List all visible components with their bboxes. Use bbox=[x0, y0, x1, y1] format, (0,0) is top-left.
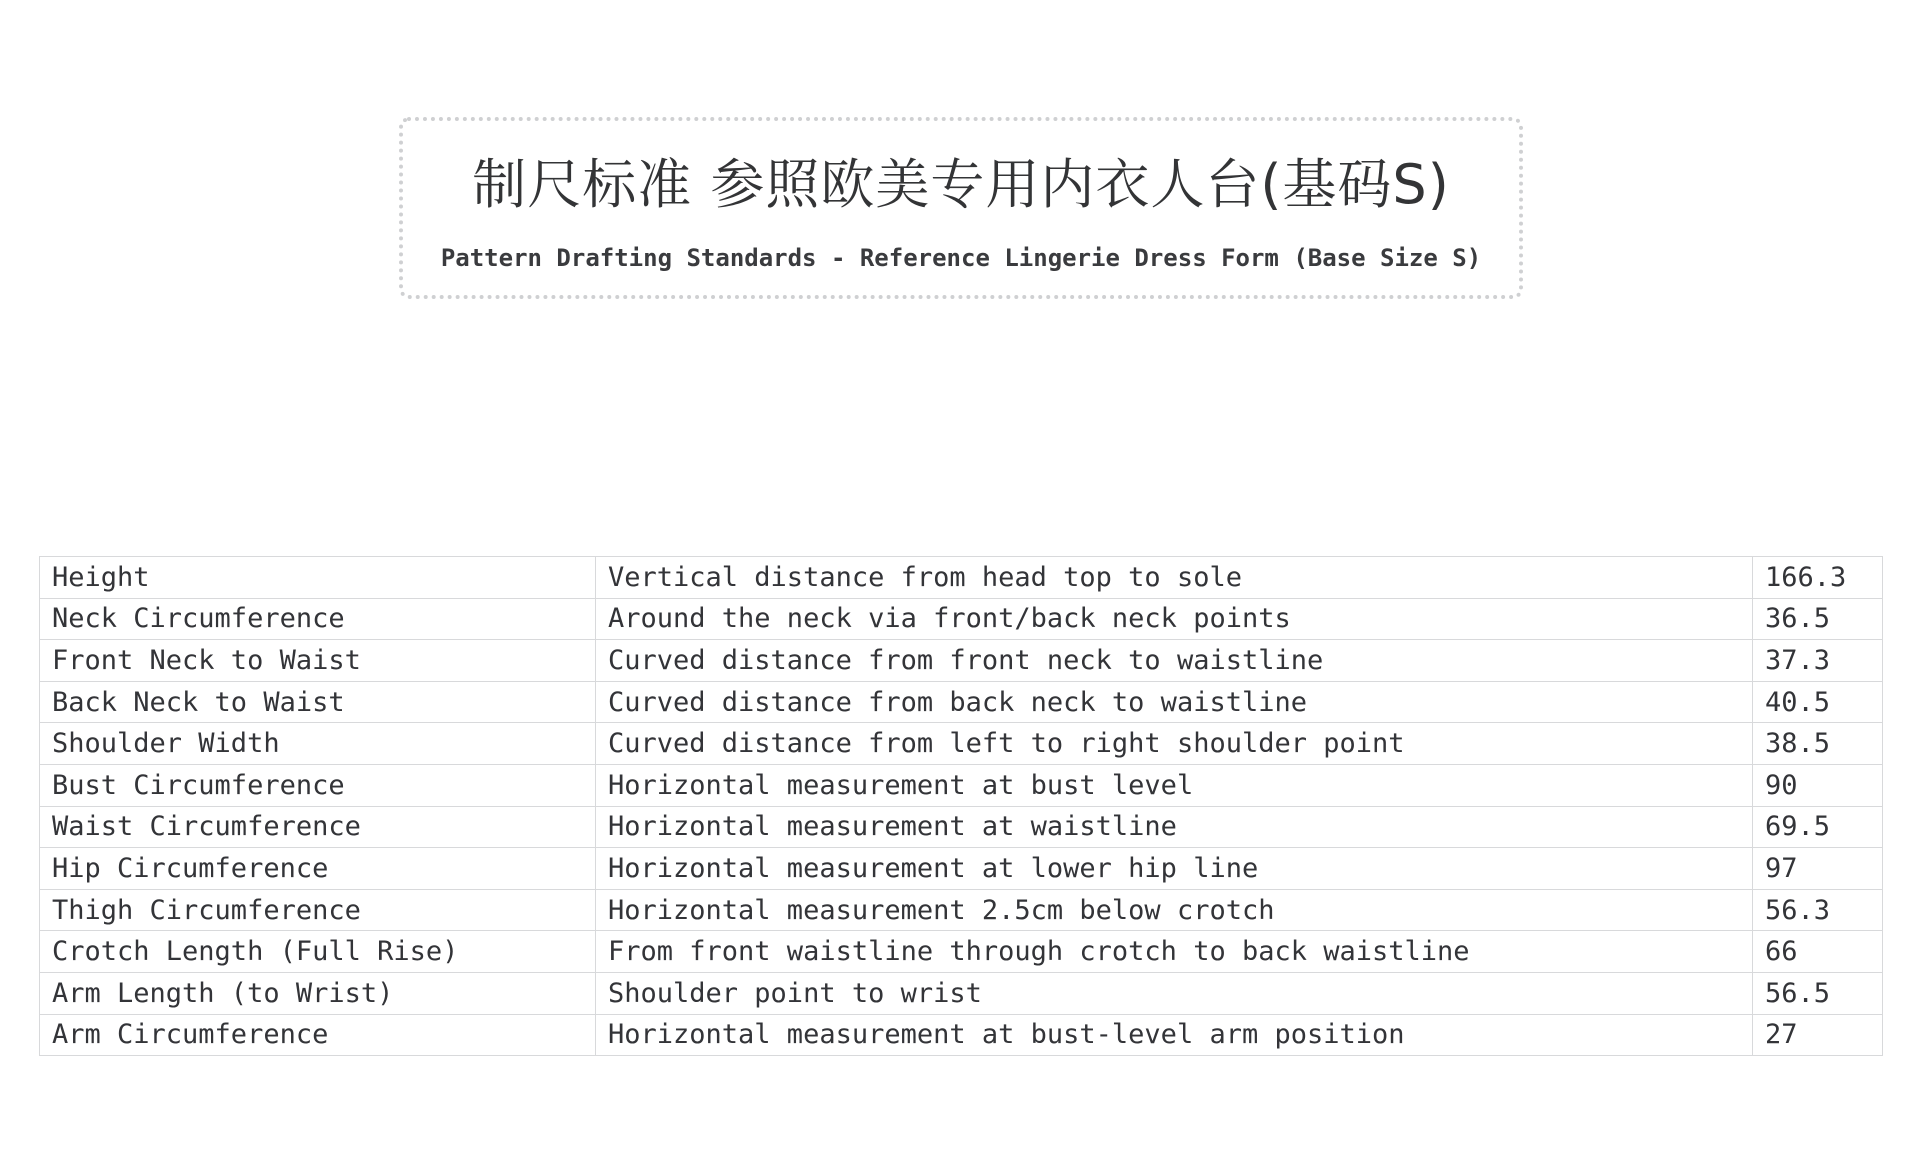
table-row bbox=[40, 764, 1883, 806]
page-title: 制尺标准 参照欧美专用内衣人台(基码S) bbox=[472, 153, 1450, 216]
measurement-name: Height bbox=[40, 557, 596, 599]
measurement-description: From front waistline through crotch to back waistline bbox=[596, 931, 1753, 973]
measurement-name: Back Neck to Waist bbox=[40, 681, 596, 723]
measurement-description: Curved distance from back neck to waistline bbox=[596, 681, 1753, 723]
measurement-name: Bust Circumference bbox=[40, 764, 596, 806]
measurement-name: Arm Length (to Wrist) bbox=[40, 972, 596, 1014]
measurement-value: 27 bbox=[1753, 1014, 1883, 1056]
table-row bbox=[40, 557, 1883, 599]
table-row bbox=[40, 681, 1883, 723]
title-box bbox=[399, 117, 1523, 299]
measurement-value: 90 bbox=[1753, 764, 1883, 806]
measurement-value: 166.3 bbox=[1753, 557, 1883, 599]
table-row bbox=[40, 640, 1883, 682]
measurement-table bbox=[39, 556, 1883, 1056]
measurement-value: 40.5 bbox=[1753, 681, 1883, 723]
measurement-name: Front Neck to Waist bbox=[40, 640, 596, 682]
measurement-description: Shoulder point to wrist bbox=[596, 972, 1753, 1014]
table-row bbox=[40, 889, 1883, 931]
measurement-description: Curved distance from left to right shoulder point bbox=[596, 723, 1753, 765]
measurement-name: Neck Circumference bbox=[40, 598, 596, 640]
measurement-description: Horizontal measurement at waistline bbox=[596, 806, 1753, 848]
measurement-value: 56.5 bbox=[1753, 972, 1883, 1014]
measurement-name: Shoulder Width bbox=[40, 723, 596, 765]
table-row bbox=[40, 806, 1883, 848]
measurement-value: 97 bbox=[1753, 848, 1883, 890]
measurement-description: Horizontal measurement at bust level bbox=[596, 764, 1753, 806]
table-row bbox=[40, 1014, 1883, 1056]
measurement-description: Curved distance from front neck to waistline bbox=[596, 640, 1753, 682]
table-row bbox=[40, 598, 1883, 640]
table-row bbox=[40, 723, 1883, 765]
measurement-value: 66 bbox=[1753, 931, 1883, 973]
table-row bbox=[40, 972, 1883, 1014]
measurement-value: 69.5 bbox=[1753, 806, 1883, 848]
measurement-description: Horizontal measurement at lower hip line bbox=[596, 848, 1753, 890]
measurement-value: 36.5 bbox=[1753, 598, 1883, 640]
measurement-value: 56.3 bbox=[1753, 889, 1883, 931]
measurement-description: Vertical distance from head top to sole bbox=[596, 557, 1753, 599]
measurement-description: Horizontal measurement 2.5cm below crotch bbox=[596, 889, 1753, 931]
measurement-name: Crotch Length (Full Rise) bbox=[40, 931, 596, 973]
measurement-description: Around the neck via front/back neck points bbox=[596, 598, 1753, 640]
table-row bbox=[40, 848, 1883, 890]
measurement-description: Horizontal measurement at bust-level arm position bbox=[596, 1014, 1753, 1056]
measurement-name: Waist Circumference bbox=[40, 806, 596, 848]
measurement-value: 37.3 bbox=[1753, 640, 1883, 682]
page-subtitle: Pattern Drafting Standards - Reference Lingerie Dress Form (Base Size S) bbox=[440, 244, 1482, 272]
measurement-name: Hip Circumference bbox=[40, 848, 596, 890]
measurement-name: Arm Circumference bbox=[40, 1014, 596, 1056]
measurement-name: Thigh Circumference bbox=[40, 889, 596, 931]
table-row bbox=[40, 931, 1883, 973]
measurement-value: 38.5 bbox=[1753, 723, 1883, 765]
